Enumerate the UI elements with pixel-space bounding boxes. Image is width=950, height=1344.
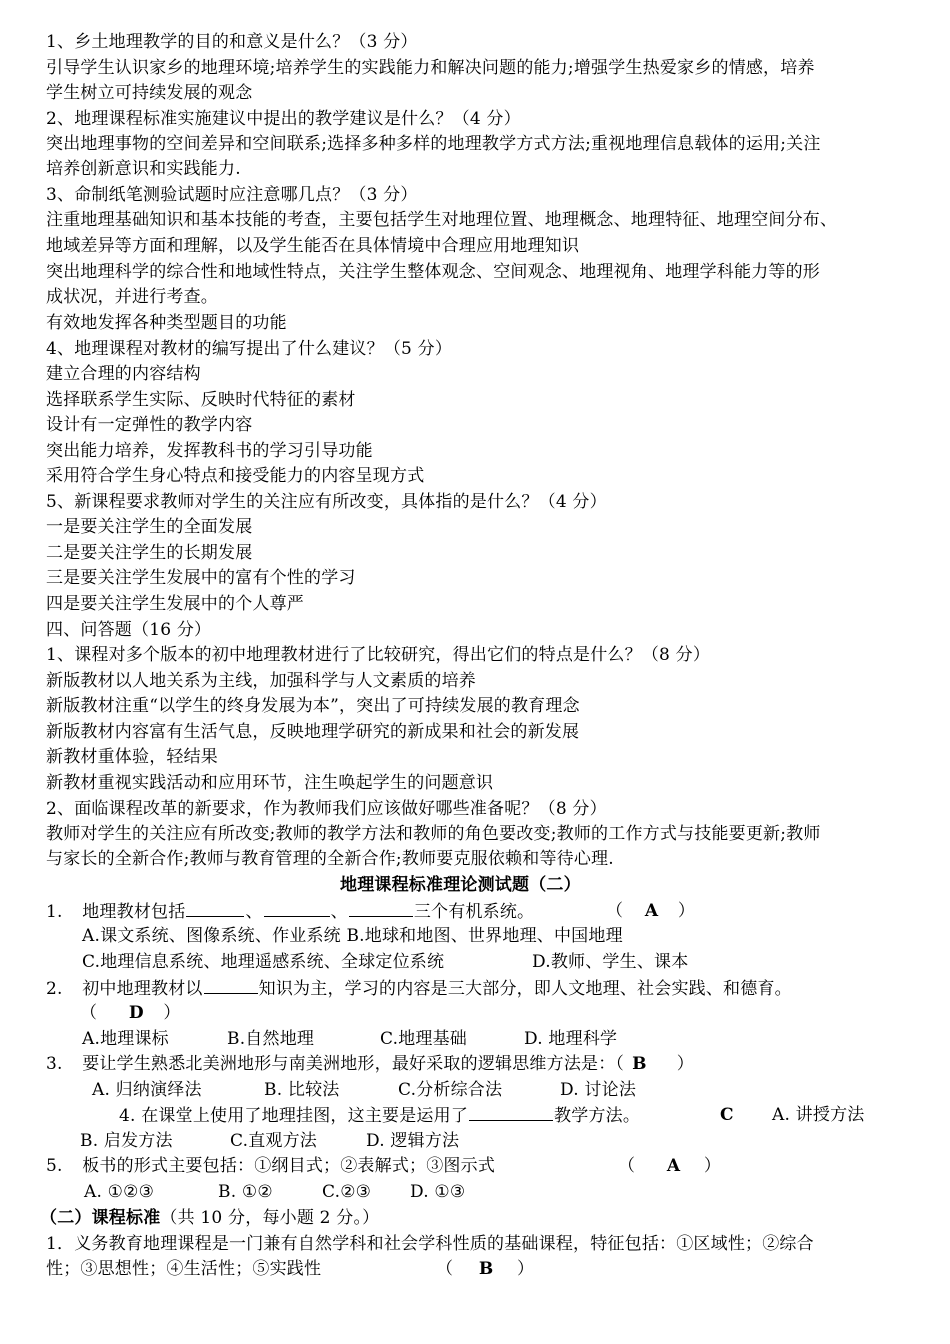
answer-line: 新教材重体验，轻结果: [46, 747, 218, 767]
answer-line: 采用符合学生身心特点和接受能力的内容呈现方式: [46, 466, 425, 486]
option: D.教师、学生、课本: [532, 952, 689, 972]
question-number: 3.: [46, 1054, 63, 1074]
option: D. 逻辑方法: [366, 1131, 460, 1151]
paren-close: ）: [703, 1156, 722, 1176]
option: B. 比较法: [264, 1080, 340, 1100]
paren-open: （: [606, 901, 624, 921]
mc-question-1: [46, 900, 534, 923]
question-1: 1、乡土地理教学的目的和意义是什么？（3 分）: [46, 32, 418, 52]
answer-paren: [436, 1258, 534, 1280]
paren-close: ）: [676, 1054, 694, 1074]
answer-line: 选择联系学生实际、反映时代特征的素材: [46, 390, 356, 410]
paren-open: （: [80, 1003, 98, 1023]
answer-line: 设计有一定弹性的教学内容: [46, 415, 253, 435]
answer-letter: A: [666, 1156, 681, 1176]
paren-close: ）: [163, 1003, 181, 1023]
answer-line: 成状况，并进行考查。: [46, 287, 218, 307]
option: B. 启发方法: [80, 1131, 173, 1151]
answer-letter: B: [478, 1259, 494, 1279]
question-stem: 4. 在课堂上使用了地理挂图，这主要是运用了: [119, 1106, 469, 1126]
section-heading-rest: （共 10 分，每小题 2 分。）: [160, 1208, 380, 1228]
section-heading-bold: （二）课程标准: [40, 1208, 161, 1228]
answer-line: 有效地发挥各种类型题目的功能: [46, 313, 287, 333]
answer-line: 学生树立可持续发展的观念: [46, 83, 253, 103]
answer-line: 四是要关注学生发展中的个人尊严: [46, 594, 304, 614]
option: C.②③: [322, 1182, 372, 1202]
paren-close: ）: [517, 1259, 535, 1279]
answer-line: 新版教材注重“以学生的终身发展为本”，突出了可持续发展的教育理念: [46, 696, 580, 716]
mc-question-5: [46, 1155, 495, 1177]
question-stem: 地理教材包括: [82, 902, 186, 922]
essay-question-2: 2、面临课程改革的新要求，作为教师我们应该做好哪些准备呢？（8 分）: [46, 799, 607, 819]
option-row: A.课文系统、图像系统、作业系统 B.地球和地图、世界地理、中国地理: [82, 926, 623, 946]
cs-question-1-cont: 性；③思想性；④生活性；⑤实践性: [46, 1259, 322, 1279]
separator: 、: [330, 902, 348, 922]
question-number: 5.: [46, 1156, 63, 1176]
answer-line: 新版教材以人地关系为主线，加强科学与人文素质的培养: [46, 671, 476, 691]
answer-line: 培养创新意识和实践能力.: [46, 159, 241, 179]
answer-line: 地域差异等方面和理解，以及学生能否在具体情境中合理应用地理知识: [46, 236, 580, 256]
option: A. 归纳演绎法: [92, 1080, 202, 1100]
option: D. 讨论法: [560, 1080, 637, 1100]
answer-letter: D: [128, 1003, 144, 1023]
question-stem: 要让学生熟悉北美洲地形与南美洲地形，最好采取的逻辑思维方法是：（: [82, 1054, 625, 1074]
paren-open: （: [436, 1259, 454, 1279]
option: D. ①③: [410, 1182, 466, 1202]
cs-question-1: 1．义务教育地理课程是一门兼有自然学科和社会学科性质的基础课程，特征包括：①区域性；②综合: [46, 1234, 814, 1254]
answer-line: 突出地理科学的综合性和地域性特点，关注学生整体观念、空间观念、地理视角、地理学科能力等的形: [46, 262, 820, 282]
answer-line: 二是要关注学生的长期发展: [46, 543, 253, 563]
answer-line: 新教材重视实践活动和应用环节，注生唤起学生的问题意识: [46, 773, 494, 793]
answer-paren: [80, 1002, 181, 1024]
question-number: 1.: [46, 902, 63, 922]
option: D. 地理科学: [524, 1029, 618, 1049]
answer-line: 注重地理基础知识和基本技能的考查，主要包括学生对地理位置、地理概念、地理特征、地理空间分布、: [46, 210, 838, 230]
question-5: 5、新课程要求教师对学生的关注应有所改变，具体指的是什么？（4 分）: [46, 492, 607, 512]
option: B. ①②: [218, 1182, 273, 1202]
paren-open: （: [618, 1156, 636, 1176]
answer-line: 新版教材内容富有生活气息，反映地理学研究的新成果和社会的新发展: [46, 722, 580, 742]
essay-question-1: 1、课程对多个版本的初中地理教材进行了比较研究，得出它们的特点是什么？（8 分）: [46, 645, 711, 665]
answer-line: 三是要关注学生发展中的富有个性的学习: [46, 568, 356, 588]
option: C.地理基础: [380, 1029, 468, 1049]
question-4: 4、地理课程对教材的编写提出了什么建议？（5 分）: [46, 339, 453, 359]
answer-blank: [469, 1104, 553, 1121]
mc-question-3: [46, 1053, 694, 1075]
answer-blank: [349, 900, 413, 917]
answer-line: 突出地理事物的空间差异和空间联系;选择多种多样的地理教学方式方法;重视地理信息载体的运用;关注: [46, 134, 821, 154]
answer-line: 突出能力培养，发挥教科书的学习引导功能: [46, 441, 373, 461]
question-number: 2.: [46, 979, 63, 999]
answer-paren: [606, 900, 695, 922]
option: A.地理课标: [82, 1029, 169, 1049]
answer-line: 引导学生认识家乡的地理环境;培养学生的实践能力和解决问题的能力;增强学生热爱家乡的情感，培养: [46, 58, 815, 78]
answer-blank: [204, 977, 258, 994]
answer-paren: [618, 1155, 721, 1177]
answer-line: 与家长的全新合作;教师与教育管理的全新合作;教师要克服依赖和等待心理.: [46, 849, 614, 869]
answer-letter: B: [632, 1054, 647, 1074]
question-2: 2、地理课程标准实施建议中提出的教学建议是什么？（4 分）: [46, 109, 521, 129]
option: B.自然地理: [227, 1029, 315, 1049]
question-stem: 三个有机系统。: [413, 902, 535, 922]
section-heading: 四、问答题（16 分）: [46, 620, 212, 640]
test-title: 地理课程标准理论测试题（二）: [340, 875, 581, 895]
answer-line: 教师对学生的关注应有所改变;教师的教学方法和教师的角色要改变;教师的工作方式与技能要更新;教师: [46, 824, 821, 844]
option: A. 讲授方法: [772, 1105, 865, 1125]
answer-blank: [264, 900, 330, 917]
mc-question-4: [119, 1104, 640, 1127]
question-stem: 初中地理教材以: [82, 979, 203, 999]
answer-line: 一是要关注学生的全面发展: [46, 517, 253, 537]
question-stem: 教学方法。: [554, 1106, 641, 1126]
section-heading: [40, 1207, 379, 1229]
option-row: C.地理信息系统、地理遥感系统、全球定位系统: [82, 952, 445, 972]
question-stem: 知识为主，学习的内容是三大部分，即人文地理、社会实践、和德育。: [258, 979, 792, 999]
answer-letter: C: [720, 1105, 734, 1125]
mc-question-2: [46, 977, 792, 1000]
option: C.分析综合法: [398, 1080, 503, 1100]
answer-blank: [186, 900, 244, 917]
option: A. ①②③: [84, 1182, 155, 1202]
answer-letter: A: [644, 901, 659, 921]
paren-close: ）: [677, 901, 696, 921]
answer-line: 建立合理的内容结构: [46, 364, 201, 384]
question-3: 3、命制纸笔测验试题时应注意哪几点？（3 分）: [46, 185, 418, 205]
option: C.直观方法: [230, 1131, 318, 1151]
separator: 、: [245, 902, 263, 922]
question-stem: 板书的形式主要包括：①纲目式；②表解式；③图示式: [82, 1156, 496, 1176]
